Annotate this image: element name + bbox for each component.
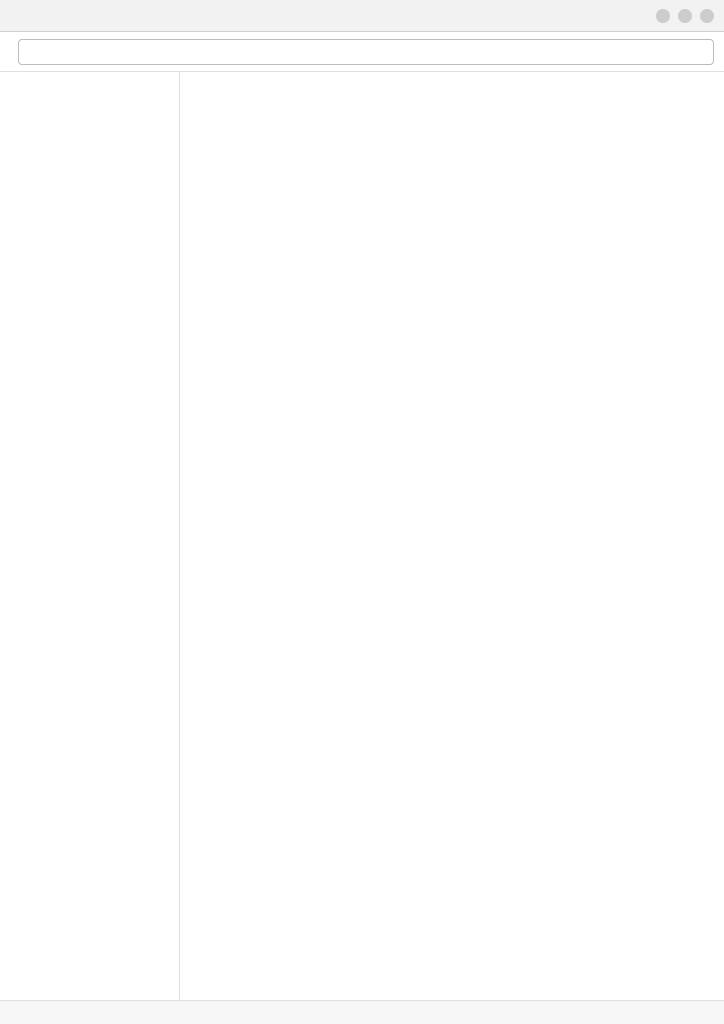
main-content <box>180 72 724 1000</box>
status-bar <box>0 1000 724 1024</box>
search-input[interactable] <box>18 39 714 65</box>
maximize-icon[interactable] <box>678 9 692 23</box>
sidebar <box>0 72 180 1000</box>
toolbar <box>0 32 724 72</box>
close-icon[interactable] <box>700 9 714 23</box>
window-body <box>0 72 724 1000</box>
minimize-icon[interactable] <box>656 9 670 23</box>
title-bar <box>0 0 724 32</box>
